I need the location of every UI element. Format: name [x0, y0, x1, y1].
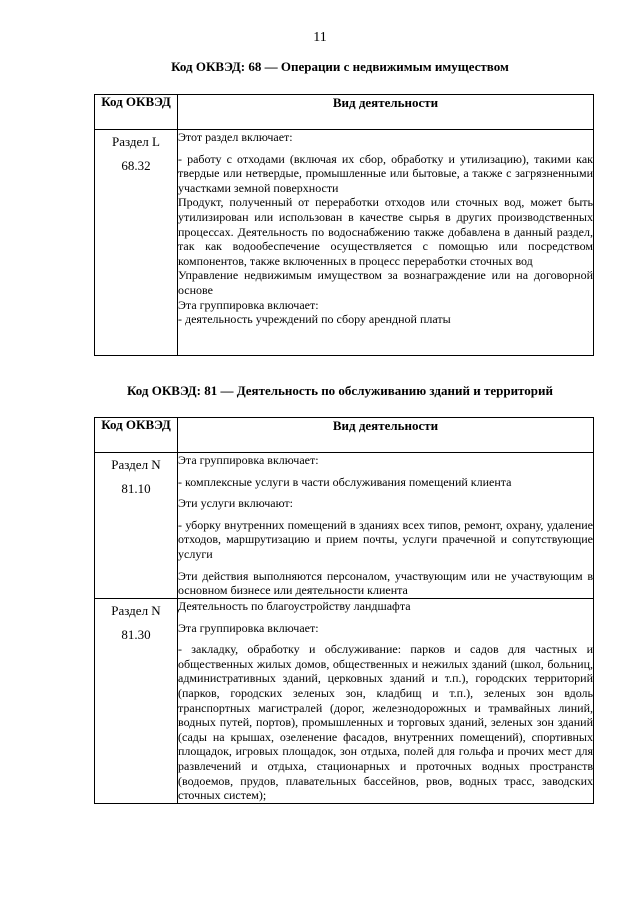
activity-cell — [178, 453, 594, 599]
activity-paragraph: Управление недвижимым имуществом за вознаграждение или на договорной основе — [178, 268, 593, 297]
table-row — [95, 453, 594, 599]
header-code: Код ОКВЭД — [95, 95, 178, 130]
okved-68-table — [94, 94, 594, 356]
table-row — [95, 599, 594, 804]
code-number: 81.10 — [121, 481, 151, 496]
activity-paragraph: Этот раздел включает: — [178, 130, 293, 144]
header-activity: Вид деятельности — [178, 95, 594, 130]
activity-paragraph: Продукт, полученный от переработки отходов или сточных вод, может быть утилизирован или использован в качестве сырья в других производственных процессах. Деятельность по водоснабжению также добавлена в данный раздел, так как водообеспечение осуществляется с помощью или посредством компонентов, также включенных в процесс переработки сточных вод — [178, 195, 593, 268]
section-title-okved-81: Код ОКВЭД: 81 — Деятельность по обслуживанию зданий и территорий — [127, 383, 553, 398]
section-title-okved-68: Код ОКВЭД: 68 — Операции с недвижимым имуществом — [171, 59, 509, 74]
activity-paragraph: Эта группировка включает: — [178, 620, 319, 635]
code-cell — [95, 599, 178, 804]
activity-paragraph: - работу с отходами (включая их сбор, обработку и утилизацию), такими как твердые или нетвердые, промышленные или бытовые, а также с загрязненными участками земной поверхности — [178, 151, 593, 195]
activity-cell — [178, 130, 594, 356]
okved-81-table — [94, 417, 594, 804]
activity-paragraph: Эта группировка включает: — [178, 297, 319, 312]
header-code: Код ОКВЭД — [95, 418, 178, 453]
activity-paragraph: - уборку внутренних помещений в зданиях всех типов, ремонт, охрану, удаление отходов, маршрутизацию и прием почты, услуги прачечной и сопутствующие услуги — [178, 517, 593, 561]
code-number: 81.30 — [121, 627, 151, 642]
activity-cell — [178, 599, 594, 804]
activity-paragraph: Деятельность по благоустройству ландшафта — [178, 599, 411, 613]
activity-paragraph: Эти действия выполняются персоналом, участвующим или не участвующим в основном бизнесе или деятельности клиента — [178, 568, 593, 598]
code-section: Раздел N — [111, 457, 161, 472]
code-section: Раздел L — [112, 134, 160, 149]
code-number: 68.32 — [121, 158, 151, 173]
code-cell — [95, 453, 178, 599]
activity-paragraph: - деятельность учреждений по сбору арендной платы — [178, 312, 451, 327]
table-row — [95, 130, 594, 356]
table-header-row — [95, 418, 594, 453]
activity-paragraph: - комплексные услуги в части обслуживания помещений клиента — [178, 474, 512, 489]
header-activity: Вид деятельности — [178, 418, 594, 453]
table-header-row — [95, 95, 594, 130]
activity-paragraph: Эти услуги включают: — [178, 496, 293, 511]
activity-paragraph: - закладку, обработку и обслуживание: парков и садов для частных и общественных жилых домов, общественных и нежилых зданий (школ, больниц, административных зданий, церковных зданий и т.п.), городских территорий (парков, городских зеленых зон, кладбищ и т.п.), зеленых зон вдоль транспортных магистралей (дорог, железнодорожных и трамвайных линий, водных путей, портов), промышленных и торговых зданий, зеленых зон зданий (сады на крышах, озеленение фасадов, внутренних помещений), спортивных площадок, игровых площадок, зон отдыха, полей для гольфа и прочих мест для развлечений и отдыха, стационарных и проточных водных пространств (водоемов, прудов, плавательных бассейнов, рвов, водных трасс, заводских сточных систем); — [178, 642, 593, 803]
activity-paragraph: Эта группировка включает: — [178, 453, 319, 467]
code-cell — [95, 130, 178, 356]
page-number: 11 — [313, 30, 327, 45]
code-section: Раздел N — [111, 603, 161, 618]
